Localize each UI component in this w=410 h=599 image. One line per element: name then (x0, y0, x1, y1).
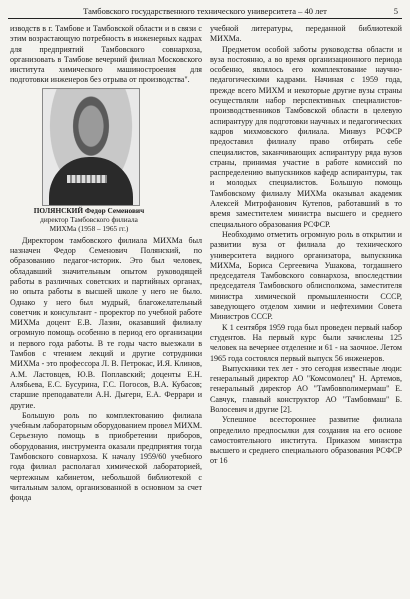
paragraph: изводств в г. Тамбове и Тамбовской области и в связи с этим возрастающую потребность в инженерных кадрах для предприятий Тамбовского совнархоза, организовать в Тамбове вечерний филиал Московского института химического машиностроения для подготовки инженеров без отрыва от производства". (10, 24, 202, 85)
right-column (210, 24, 402, 467)
paragraph: учебной литературы, переданной библиотекой МИХМа. (210, 24, 402, 44)
header-title: Тамбовского государственного технического университета – 40 лет (83, 6, 327, 16)
paragraph: Успешное всестороннее развитие филиала определило предпосылки для создания на его основе самостоятельного института. Приказом министра высшего и среднего специального образования РСФСР от 16 (210, 415, 402, 466)
caption-years: МИХМа (1958 – 1965 гг.) (49, 223, 129, 233)
portrait-medals (67, 175, 107, 183)
caption-role: директор Тамбовского филиала (40, 214, 138, 224)
paragraph: Необходимо отметить огромную роль в открытии и развитии вуза от филиала до технического университета видного организатора, выпускника МИХМа, Бориса Сергеевича Ушакова, тогдашнего председателя Тамбовского совнархоза, впоследствии председателя Тамбовского облисполкома, заместителя министра химической промышленности СССР, заведующего отделом химии и нефтехимии Совета Министров СССР. (210, 229, 402, 322)
portrait-caption (14, 206, 164, 233)
caption-name: ПОЛЯНСКИЙ Федор Семенович (33, 205, 145, 215)
page-number: 5 (393, 6, 398, 16)
left-column (10, 24, 202, 504)
running-header (8, 4, 402, 18)
paragraph: Большую роль по комплектованию филиала учебным лабораторным оборудованием провел МИХМ. Серьезную помощь в приобретении приборов, оборудования, инструмента оказали предприятия тогда Тамбовского совнархоза. К началу 1959/60 учебного года филиал располагал химической лабораторией, чертежным кабинетом, небольшой библиотекой с читальным залом, организованной в основном за счет фонда (10, 410, 202, 503)
header-rule (8, 18, 402, 19)
paragraph: Выпускники тех лет - это сегодня известные люди: генеральный директор АО "Комсомолец" Н. Артемов, генеральный директор АО "Тамбовполимермаш" Е. Савчук, главный конструктор АО "Тамбовмаш" Б. Волосевич и другие [2]. (210, 363, 402, 414)
paragraph: Директором тамбовского филиала МИХМа был назначен Федор Семенович Полянский, по образованию педагог-историк. Это был человек, обладавший значительным опытом руководящей работы в различных советских и партийных органах, но опыта работы в высшей школе у него не было. Однако у него был мудрый, благожелательный советчик и консультант - проректор по учебной работе МИХМа доцент Е.В. Лазин, оказавший филиалу огромную помощь особенно в период его организации и первого года работы. В те годы часто выезжали в Тамбов с чтением лекций и другие сотрудники МИХМа - это профессора Л. В. Петрокас, И.Я. Клинов, А.М. Ластовцев, Ю.В. Поплавский; доценты Е.Н. Алябьева, Е.С. Бусурина, Г.С. Погосов, В.А. Кубасов; старшие преподаватели А.Н. Дыгерн, Е.А. Феррари и другие. (10, 235, 202, 410)
portrait-photo (42, 88, 140, 206)
portrait-figure (10, 88, 202, 233)
paragraph: Предметом особой заботы руководства области и вуза постоянно, а во время организационного периода особенно, являлось его комплектование научно-педагогическими кадрами. Начиная с 1959 года, прежде всего МИХМ и некоторые другие вузы страны осуществляли набор перспективных специалистов-производственников Тамбовской области в целевую аспирантуру для подготовки научных и педагогических кадров михмовского филиала. Минвуз РСФСР предоставил филиалу право отбирать себе специалистов, заканчивающих аспирантуру ряда вузов страны, принимая участие в работе комиссий по распределению выпускников кафедр аспирантуры, так и молодых специалистов. Большую помощь Тамбовскому филиалу МИХМа оказывал академик Алексей Митрофанович Кутепов, работавший в то время заместителем министра высшего и среднего специального образования РСФСР. (210, 44, 402, 229)
paragraph: К 1 сентября 1959 года был проведен первый набор студентов. На первый курс были зачислены 125 человек на вечернее отделение и 61 - на заочное. Летом 1965 года состоялся первый выпуск 56 инженеров. (210, 322, 402, 363)
